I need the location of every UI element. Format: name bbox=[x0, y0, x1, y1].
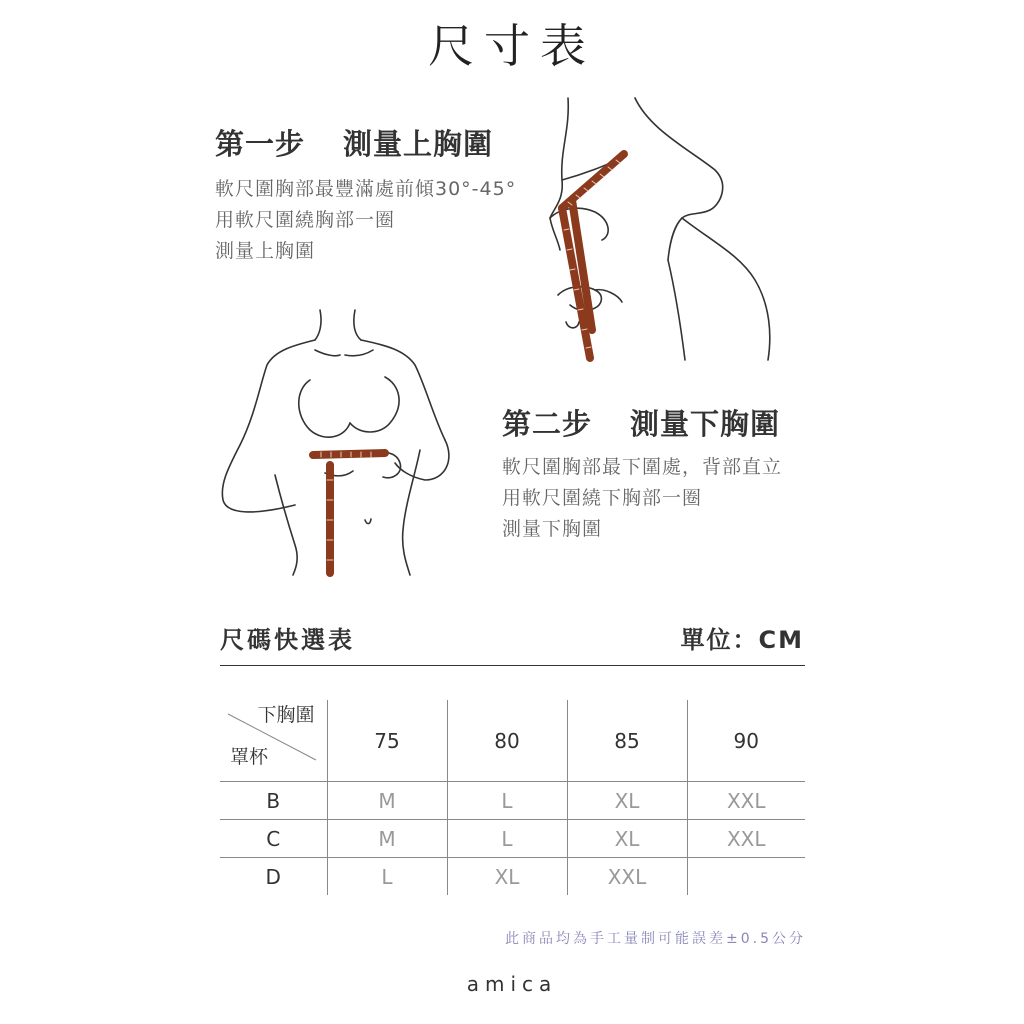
column-header: 75 bbox=[327, 700, 447, 782]
step2-heading bbox=[502, 402, 780, 443]
step2-illustration bbox=[215, 305, 465, 575]
step1-line: 測量上胸圍 bbox=[215, 240, 316, 262]
underbust-label: 下胸圍 bbox=[257, 704, 315, 726]
step1-label: 第一步 bbox=[215, 127, 306, 161]
size-cell: XXL bbox=[687, 820, 805, 858]
cup-cell: C bbox=[220, 820, 327, 858]
step2-label: 第二步 bbox=[502, 407, 593, 441]
step2-instructions bbox=[502, 452, 782, 545]
tolerance-footnote: 此商品均為手工量制可能誤差±0.5公分 bbox=[505, 931, 806, 947]
step1-heading bbox=[215, 122, 493, 163]
size-table bbox=[220, 700, 805, 895]
cup-cell: B bbox=[220, 782, 327, 820]
table-row bbox=[220, 820, 805, 858]
step2-line: 測量下胸圍 bbox=[502, 518, 603, 540]
size-cell: XXL bbox=[687, 782, 805, 820]
table-header-row bbox=[220, 700, 805, 782]
corner-cell bbox=[220, 700, 327, 782]
unit-label: 單位：CM bbox=[680, 626, 804, 654]
header-divider bbox=[220, 665, 805, 666]
size-cell: XL bbox=[567, 782, 687, 820]
size-cell: XL bbox=[447, 858, 567, 896]
column-header: 85 bbox=[567, 700, 687, 782]
step1-title: 測量上胸圍 bbox=[343, 127, 494, 161]
step2-line: 用軟尺圍繞下胸部一圈 bbox=[502, 487, 703, 509]
step1-instructions bbox=[215, 174, 516, 267]
size-cell bbox=[687, 858, 805, 896]
step2-line: 軟尺圍胸部最下圍處，背部直立 bbox=[502, 456, 783, 478]
step1-line: 用軟尺圍繞胸部一圈 bbox=[215, 209, 396, 231]
size-cell: XL bbox=[567, 820, 687, 858]
quick-table-title: 尺碼快選表 bbox=[220, 626, 355, 654]
cup-cell: D bbox=[265, 864, 281, 889]
size-cell: L bbox=[447, 782, 567, 820]
table-row bbox=[220, 782, 805, 820]
step1-illustration bbox=[540, 90, 800, 370]
cup-label: 罩杯 bbox=[230, 746, 269, 768]
page-title: 尺寸表 bbox=[428, 19, 596, 73]
size-cell: M bbox=[327, 782, 447, 820]
step1-line: 軟尺圍胸部最豐滿處前傾30°-45° bbox=[215, 178, 517, 200]
size-cell: L bbox=[327, 858, 447, 896]
column-header: 80 bbox=[447, 700, 567, 782]
column-header: 90 bbox=[687, 700, 805, 782]
size-cell: XXL bbox=[567, 858, 687, 896]
table-row bbox=[220, 858, 805, 896]
size-cell: L bbox=[447, 820, 567, 858]
step2-title: 測量下胸圍 bbox=[630, 407, 781, 441]
size-cell: M bbox=[327, 820, 447, 858]
brand-logo: amica bbox=[466, 972, 558, 996]
